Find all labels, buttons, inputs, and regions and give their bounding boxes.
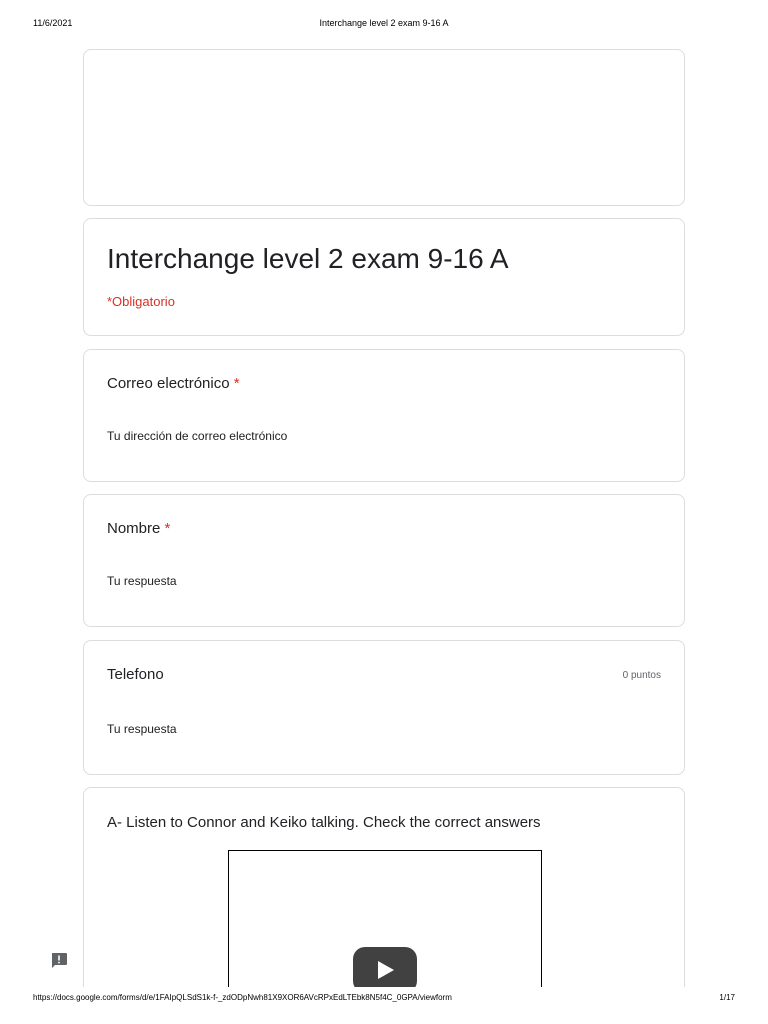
print-header <box>0 18 768 32</box>
required-asterisk: * <box>233 375 240 392</box>
phone-field[interactable]: Tu respuesta <box>107 722 177 736</box>
question-title-text: Correo electrónico <box>107 375 230 392</box>
question-title-text: Nombre <box>107 520 161 537</box>
play-triangle-icon <box>378 961 394 979</box>
print-date: 11/6/2021 <box>33 18 73 28</box>
video-embed[interactable] <box>228 850 542 1000</box>
form-title: Interchange level 2 exam 9-16 A <box>107 243 509 274</box>
email-field[interactable]: Tu dirección de correo electrónico <box>107 429 288 443</box>
form-title-card <box>83 218 685 336</box>
question-title-text: Telefono <box>107 666 164 683</box>
question-title <box>107 520 170 537</box>
name-field[interactable]: Tu respuesta <box>107 574 177 588</box>
required-asterisk: * <box>164 520 171 537</box>
question-phone <box>83 640 685 775</box>
feedback-icon[interactable] <box>49 951 69 971</box>
question-title <box>107 666 164 683</box>
question-email <box>83 349 685 482</box>
print-url: https://docs.google.com/forms/d/e/1FAIpQLSdS1k-f-_zdODpNwh81X9XOR6AVcRPxEdLTEbk8N5f4C_0GPA/viewform <box>33 993 452 1002</box>
header-banner <box>83 49 685 206</box>
page-number: 1/17 <box>719 993 735 1002</box>
required-note: *Obligatorio <box>107 294 175 309</box>
question-name <box>83 494 685 627</box>
print-title: Interchange level 2 exam 9-16 A <box>319 18 449 28</box>
points-label: 0 puntos <box>622 670 661 681</box>
question-listening <box>83 787 685 992</box>
feedback-icon-svg <box>49 951 69 971</box>
question-title <box>107 375 240 392</box>
question-title: A- Listen to Connor and Keiko talking. Check the correct answers <box>107 814 541 831</box>
